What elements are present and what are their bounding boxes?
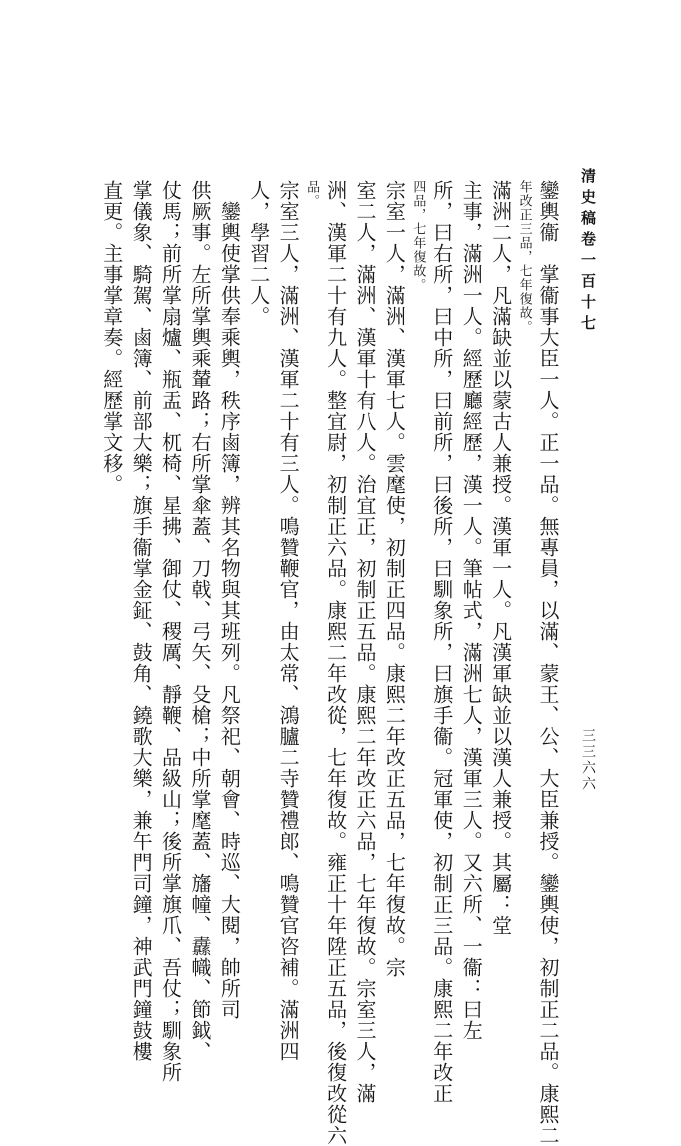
annotation-column: 品。	[304, 180, 320, 208]
text-column: 仗馬；前所掌扇爐、瓶盂、杌椅、星拂、御仗、稷厲、靜鞭、品級山；後所掌旗爪、吾仗；馴象所	[158, 180, 183, 1083]
text-column: 鑾輿使掌供奉乘輿，秩序鹵簿，辨其名物與其班列。凡祭祀、朝會、時巡、大閱，帥所司	[217, 180, 242, 1020]
text-column: 掌儀象、騎駕、鹵簿、前部大樂；旗手衞掌金鉦、鼓角、鐃歌大樂，兼午門司鐘，神武門鐘鼓樓	[129, 180, 154, 1062]
running-header-title: 清史稿卷一百十七	[579, 168, 597, 336]
text-column: 洲、漢軍二十有九人。整宜尉，初制正六品。康熙二年改從，七年復故。雍正十年陞正五品，後復改從六	[323, 180, 348, 1146]
text-column: 滿洲二人，凡滿缺並以蒙古人兼授。漢軍一人。凡漢軍缺並以漢人兼授。其屬：堂	[488, 180, 513, 936]
text-column: 供厥事。左所掌輿乘輦路；右所掌傘蓋、刀戟、弓矢、殳槍；中所掌麾蓋、旛幢、纛幟、節鉞、	[187, 180, 212, 1062]
text-column: 鑾輿衞 掌衞事大臣一人。正一品。無專員，以滿、蒙王、公、大臣兼授。鑾輿使，初制正二品。康熙二	[536, 180, 560, 1146]
page-number: 三三六六	[580, 728, 596, 792]
annotation-column: 年改正三品，七年復故。	[516, 180, 532, 334]
text-column: 主事，滿洲一人。經歷廳經歷，漢一人。筆帖式，滿洲七人，漢軍三人。又六所、一衞：曰左	[459, 180, 484, 1041]
text-column: 宗室三人，滿洲、漢軍二十有三人。鳴贊鞭官，由太常、鴻臚二寺贊禮郎、鳴贊官咨補。滿洲四	[276, 180, 301, 1062]
text-column: 人，學習二人。	[246, 180, 271, 327]
text-column: 直更。主事掌章奏。經歷掌文移。	[99, 180, 124, 495]
text-column: 宗室一人，滿洲、漢軍七人。雲麾使，初制正四品。康熙二年改正五品，七年復故。宗	[382, 180, 407, 978]
main-text-block	[92, 180, 562, 1146]
text-column: 室二人，滿洲、漢軍十有八人。治宜正，初制正五品。康熙二年改正六品，七年復故。宗室三人，滿	[352, 180, 377, 1104]
text-column: 所，曰右所，曰中所，曰前所，曰後所，曰馴象所，曰旗手衞。冠軍使，初制正三品。康熙二年改正	[429, 180, 454, 1104]
annotation-column: 四品，七年復故。	[410, 180, 426, 292]
